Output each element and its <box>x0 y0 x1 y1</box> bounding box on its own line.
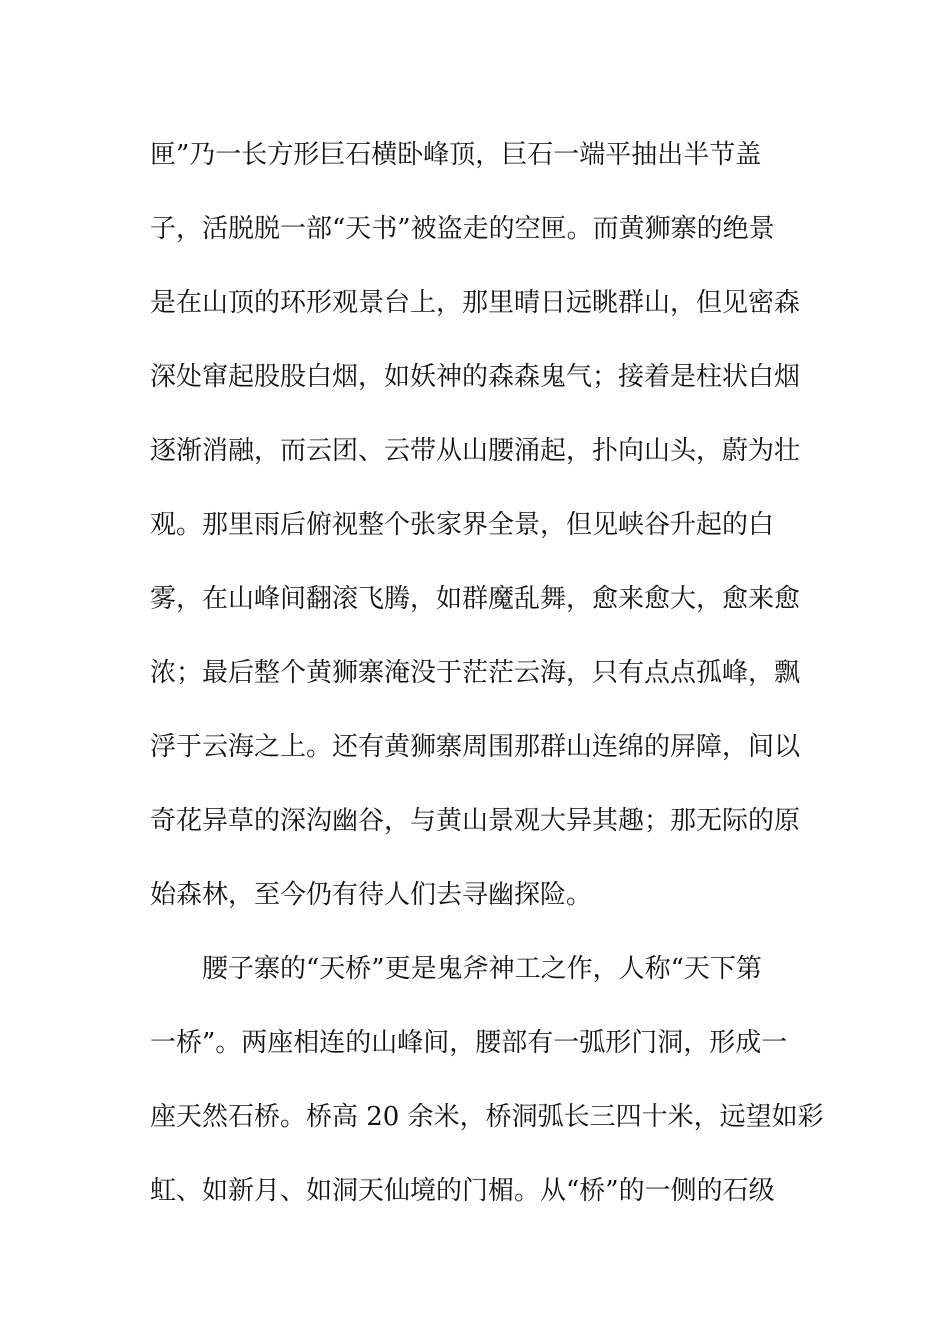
text-line: 匣”乃一长方形巨石横卧峰顶，巨石一端平抽出半节盖 <box>150 140 762 170</box>
paragraph-start-line: 腰子寨的“天桥”更是鬼斧神工之作，人称“天下第 <box>202 954 762 984</box>
text-line: 深处窜起股股白烟，如妖神的森森鬼气；接着是柱状白烟 <box>150 362 801 392</box>
body-text <box>150 128 824 1238</box>
text-line: 是在山顶的环形观景台上，那里晴日远眺群山，但见密森 <box>150 288 801 318</box>
text-line: 逐渐消融，而云团、云带从山腰涌起，扑向山头，蔚为壮 <box>150 436 801 466</box>
text-line: 浓；最后整个黄狮寨淹没于茫茫云海，只有点点孤峰，飘 <box>150 658 801 688</box>
text-line: 一桥”。两座相连的山峰间，腰部有一弧形门洞，形成一 <box>150 1028 788 1058</box>
text-line: 始森林，至今仍有待人们去寻幽探险。 <box>150 880 593 910</box>
text-line: 雾，在山峰间翻滚飞腾，如群魔乱舞，愈来愈大，愈来愈 <box>150 584 801 614</box>
text-line: 座天然石桥。桥高 20 余米，桥洞弧长三四十米，远望如彩 <box>150 1102 824 1132</box>
text-line: 虹、如新月、如洞天仙境的门楣。从“桥”的一侧的石级 <box>150 1176 775 1206</box>
text-line: 观。那里雨后俯视整个张家界全景，但见峡谷升起的白 <box>150 510 775 540</box>
text-line: 子，活脱脱一部“天书”被盗走的空匣。而黄狮寨的绝景 <box>150 214 775 244</box>
text-line: 奇花异草的深沟幽谷，与黄山景观大异其趣；那无际的原 <box>150 806 801 836</box>
text-line: 浮于云海之上。还有黄狮寨周围那群山连绵的屏障，间以 <box>150 732 801 762</box>
